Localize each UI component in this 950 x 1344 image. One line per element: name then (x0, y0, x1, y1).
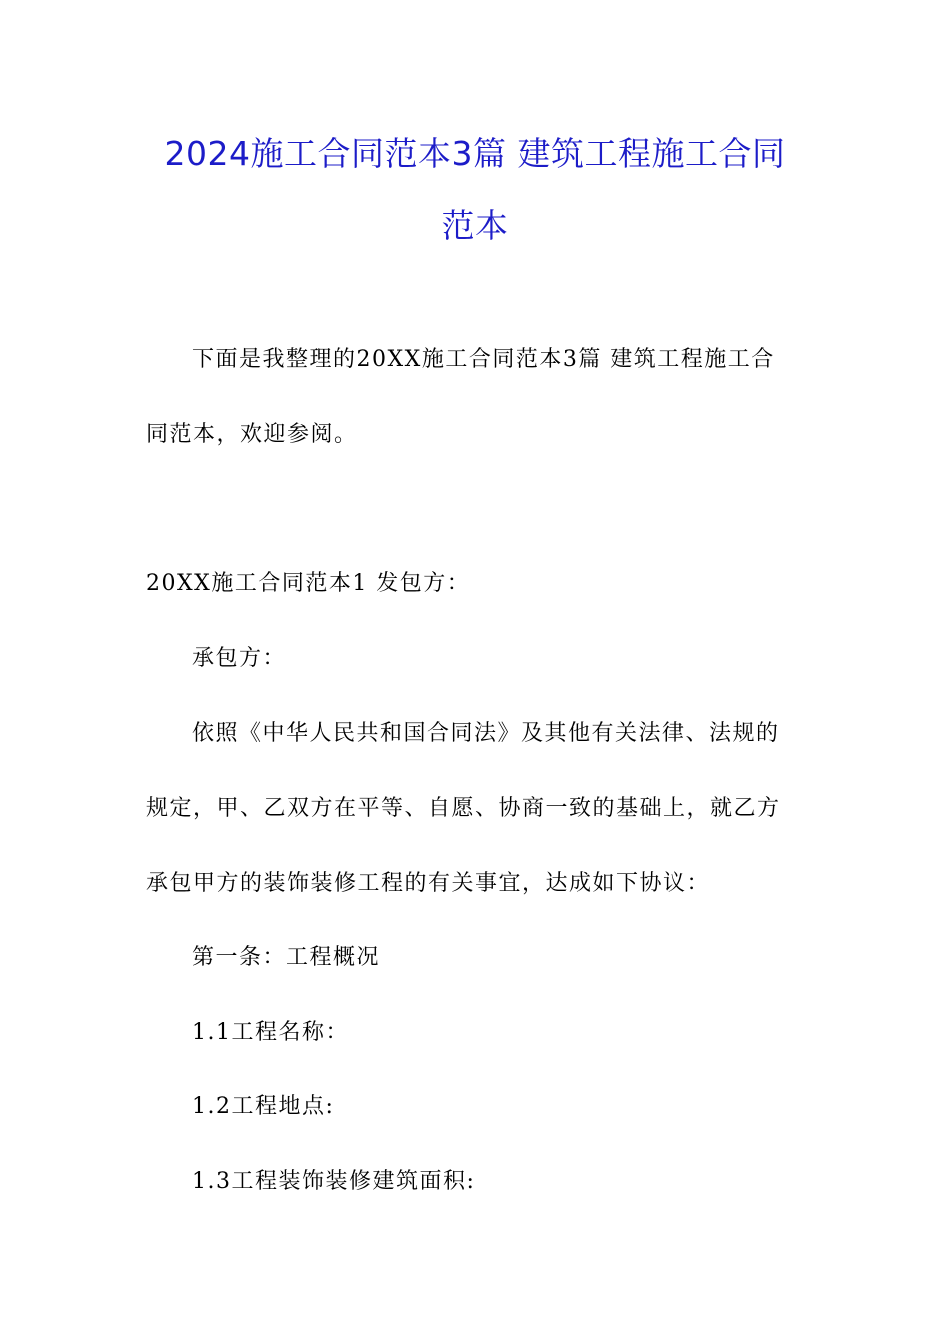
item-1-2: 1.2工程地点: (192, 1094, 335, 1119)
document-title (120, 118, 830, 262)
title-line-1: 2024施工合同范本3篇 建筑工程施工合同 (164, 134, 786, 173)
item-1-3: 1.3工程装饰装修建筑面积: (192, 1169, 476, 1194)
intro-line-1: 下面是我整理的20XX施工合同范本3篇 建筑工程施工合 (192, 347, 775, 372)
intro-paragraph (146, 322, 806, 472)
item-1-1: 1.1工程名称： (192, 1020, 349, 1045)
intro-line-2: 同范本，欢迎参阅。 (146, 422, 358, 447)
basis-paragraph (146, 696, 806, 921)
basis-line-2: 规定，甲、乙双方在平等、自愿、协商一致的基础上，就乙方 (146, 796, 781, 821)
title-line-2: 范本 (441, 206, 509, 245)
basis-line-3: 承包甲方的装饰装修工程的有关事宜，达成如下协议： (146, 871, 711, 896)
section-1-heading: 20XX施工合同范本1 发包方： (146, 571, 471, 596)
article-1-heading: 第一条：工程概况 (192, 945, 381, 970)
contractor-label: 承包方： (192, 646, 287, 671)
basis-line-1: 依照《中华人民共和国合同法》及其他有关法律、法规的 (192, 721, 780, 746)
